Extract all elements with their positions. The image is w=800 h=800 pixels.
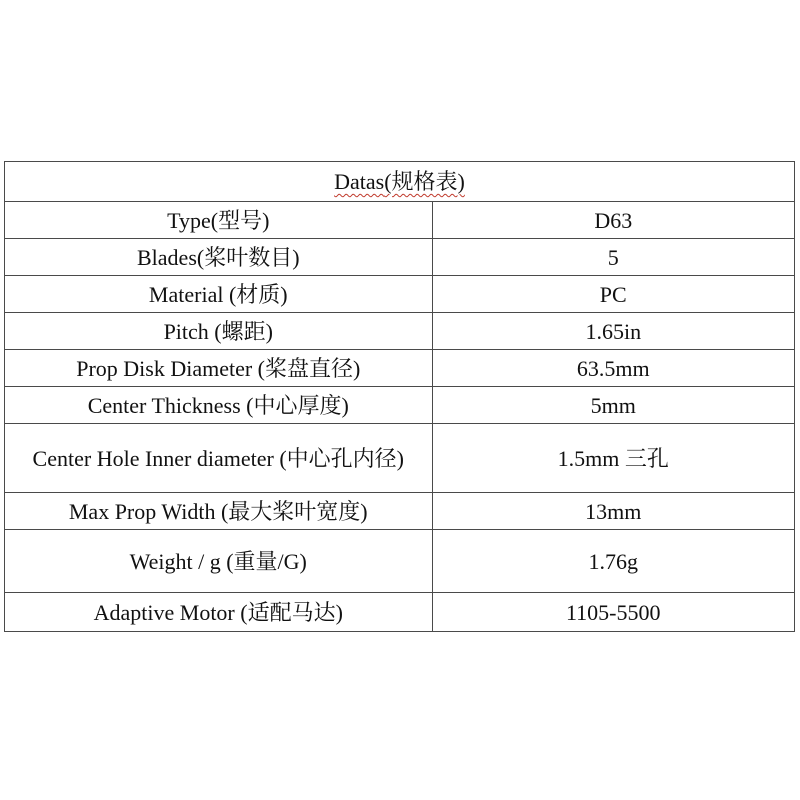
row-value-motor: 1105-5500 xyxy=(432,593,794,632)
row-value-material: PC xyxy=(432,276,794,313)
spec-table xyxy=(4,161,795,632)
table-row xyxy=(5,530,795,593)
row-value-type: D63 xyxy=(432,202,794,239)
table-row xyxy=(5,202,795,239)
row-label-center-hole: Center Hole Inner diameter (中心孔内径) xyxy=(5,424,433,493)
table-row xyxy=(5,493,795,530)
table-title-row xyxy=(5,162,795,202)
table-title xyxy=(5,162,795,202)
table-row xyxy=(5,424,795,493)
row-value-max-width: 13mm xyxy=(432,493,794,530)
table-row xyxy=(5,387,795,424)
row-label-weight: Weight / g (重量/G) xyxy=(5,530,433,593)
row-value-disk-diameter: 63.5mm xyxy=(432,350,794,387)
table-row xyxy=(5,313,795,350)
row-label-motor: Adaptive Motor (适配马达) xyxy=(5,593,433,632)
row-label-material: Material (材质) xyxy=(5,276,433,313)
table-row xyxy=(5,593,795,632)
row-value-blades: 5 xyxy=(432,239,794,276)
row-value-center-hole: 1.5mm 三孔 xyxy=(432,424,794,493)
table-row xyxy=(5,239,795,276)
row-label-pitch: Pitch (螺距) xyxy=(5,313,433,350)
table-title-main: Datas xyxy=(334,169,385,194)
row-label-type: Type(型号) xyxy=(5,202,433,239)
row-label-blades: Blades(桨叶数目) xyxy=(5,239,433,276)
table-row xyxy=(5,276,795,313)
row-label-disk-diameter: Prop Disk Diameter (桨盘直径) xyxy=(5,350,433,387)
row-value-weight: 1.76g xyxy=(432,530,794,593)
table-title-suffix: (规格表) xyxy=(384,169,465,194)
row-label-max-width: Max Prop Width (最大桨叶宽度) xyxy=(5,493,433,530)
row-value-center-thickness: 5mm xyxy=(432,387,794,424)
table-row xyxy=(5,350,795,387)
row-label-center-thickness: Center Thickness (中心厚度) xyxy=(5,387,433,424)
row-value-pitch: 1.65in xyxy=(432,313,794,350)
